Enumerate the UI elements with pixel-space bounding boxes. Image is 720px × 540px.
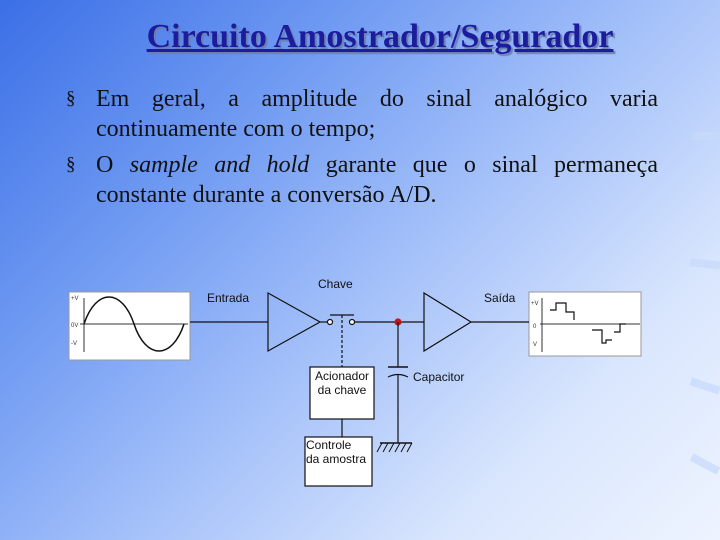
output-axis-bottom: V bbox=[533, 342, 538, 348]
bullet-text: garante que o sinal permaneça constante durante a conversão A/D. bbox=[96, 152, 658, 208]
slide-title: Circuito Amostrador/Segurador bbox=[146, 18, 614, 55]
capacitor-label: Capacitor bbox=[413, 370, 465, 384]
switch-label: Chave bbox=[318, 277, 353, 291]
sample-control-label-line1: Controle bbox=[306, 438, 352, 452]
switch-driver-label-line2: da chave bbox=[317, 383, 367, 397]
ground-hatch bbox=[377, 443, 412, 452]
output-axis-top: +V bbox=[531, 301, 539, 307]
bullet-text: Em geral, a amplitude do sinal analógico varia continuamente com o tempo; bbox=[96, 86, 658, 142]
output-buffer-amplifier bbox=[424, 293, 471, 351]
input-axis-bottom: -V bbox=[71, 341, 77, 347]
switch-driver-label-line1: Acionador bbox=[314, 369, 370, 383]
output-axis-mid: 0 bbox=[533, 324, 537, 330]
square-bullet-icon: § bbox=[66, 154, 76, 175]
sample-control-label-line2: da amostra bbox=[306, 452, 367, 466]
switch-contact bbox=[328, 320, 333, 325]
switch-contact bbox=[350, 320, 355, 325]
input-waveform-panel bbox=[69, 292, 190, 360]
square-bullet-icon: § bbox=[66, 88, 76, 109]
output-waveform-panel bbox=[529, 292, 641, 356]
output-label: Saída bbox=[484, 291, 516, 305]
bullet-emphasis: sample and hold bbox=[129, 152, 310, 178]
input-label: Entrada bbox=[207, 291, 250, 305]
input-axis-top: +V bbox=[71, 296, 79, 302]
input-buffer-amplifier bbox=[268, 293, 320, 351]
input-axis-mid: 0V bbox=[71, 323, 79, 329]
bullet-text: O bbox=[96, 152, 130, 178]
